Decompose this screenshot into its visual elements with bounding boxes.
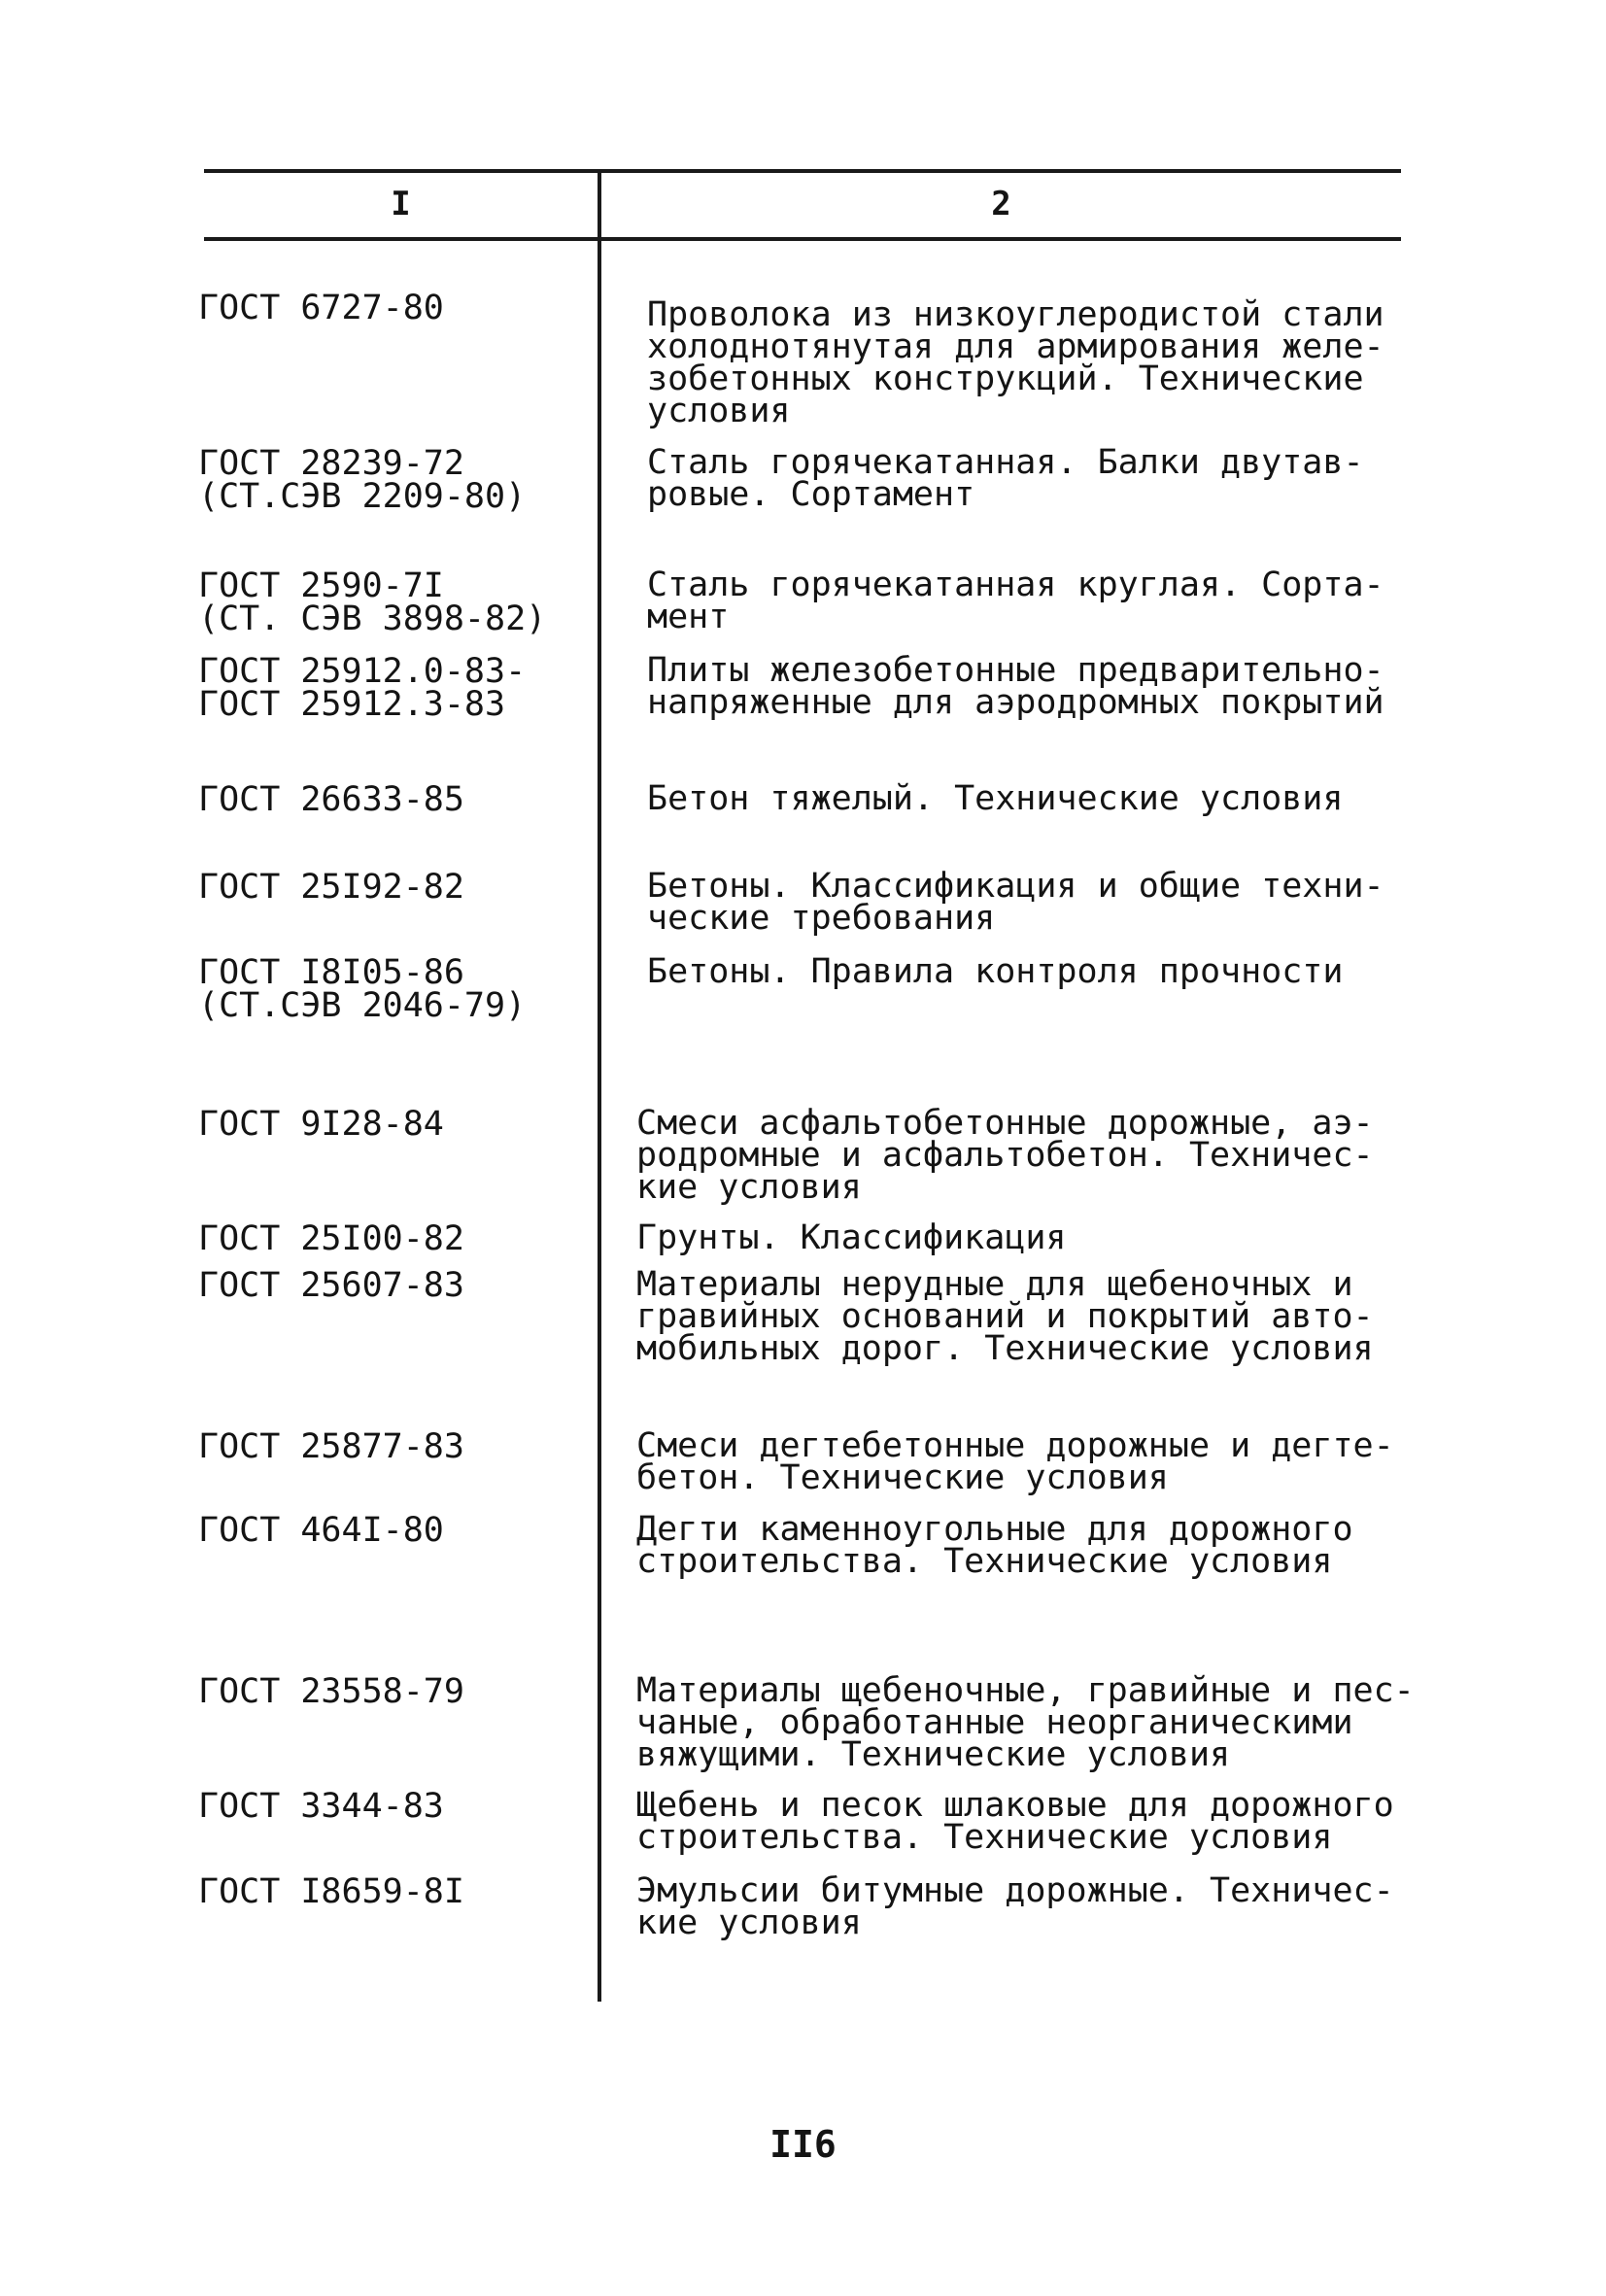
standard-title: Смеси асфальтобетонные дорожные, аэ- родромные и асфальтобетон. Техничес- кие условия xyxy=(636,1104,1374,1207)
standard-title: Грунты. Классификация xyxy=(636,1218,1067,1257)
standard-title: Дегти каменноугольные для дорожного строительства. Технические условия xyxy=(636,1510,1353,1581)
standard-code: ГОСТ I8I05-86 (СТ.СЭВ 2046-79) xyxy=(198,953,527,1025)
standard-code: ГОСТ 28239-72 (СТ.СЭВ 2209-80) xyxy=(198,444,527,516)
standard-title: Сталь горячекатанная круглая. Сорта- мент xyxy=(647,565,1384,636)
standard-code: ГОСТ 6727-80 xyxy=(198,289,444,327)
standard-code: ГОСТ 26633-85 xyxy=(198,780,464,819)
standard-code: ГОСТ 25I92-82 xyxy=(198,868,464,907)
standard-title: Смеси дегтебетонные дорожные и дегте- бетон. Технические условия xyxy=(636,1426,1394,1497)
standard-title: Бетон тяжелый. Технические условия xyxy=(647,779,1344,818)
standard-title: Бетоны. Правила контроля прочности xyxy=(647,952,1344,991)
standard-code: ГОСТ 25877-83 xyxy=(198,1427,464,1466)
standard-code: ГОСТ 3344-83 xyxy=(198,1787,444,1826)
standard-code: ГОСТ I8659-8I xyxy=(198,1872,464,1911)
table-header-rule xyxy=(204,237,1401,241)
standard-title: Сталь горячекатанная. Балки двутав- ровые. Сортамент xyxy=(647,443,1364,514)
column-header-2: 2 xyxy=(991,185,1011,223)
standard-code: ГОСТ 25607-83 xyxy=(198,1266,464,1305)
table-top-rule xyxy=(204,169,1401,173)
standard-title: Бетоны. Классификация и общие техни- ческие требования xyxy=(647,867,1384,938)
column-header-1: I xyxy=(391,185,411,223)
standard-title: Проволока из низкоуглеродистой стали холоднотянутая для армирования желе- зобетонных конструкций. Технические условия xyxy=(647,295,1384,430)
standard-code: ГОСТ 23558-79 xyxy=(198,1672,464,1711)
standard-code: ГОСТ 2590-7I (СТ. СЭВ 3898-82) xyxy=(198,566,547,638)
standard-code: ГОСТ 25912.0-83- ГОСТ 25912.3-83 xyxy=(198,652,527,724)
standard-code: ГОСТ 25I00-82 xyxy=(198,1219,464,1258)
standard-title: Плиты железобетонные предварительно- напряженные для аэродромных покрытий xyxy=(647,651,1384,722)
standard-title: Эмульсии битумные дорожные. Техничес- кие условия xyxy=(636,1871,1394,1942)
page-number: II6 xyxy=(769,2123,837,2166)
standard-title: Щебень и песок шлаковые для дорожного строительства. Технические условия xyxy=(636,1786,1394,1857)
table-column-divider xyxy=(598,169,601,2002)
standard-title: Материалы нерудные для щебеночных и гравийных оснований и покрытий авто- мобильных дорог. Технические условия xyxy=(636,1265,1374,1368)
standard-title: Материалы щебеночные, гравийные и пес- чаные, обработанные неорганическими вяжущими. Технические условия xyxy=(636,1671,1415,1774)
standard-code: ГОСТ 464I-80 xyxy=(198,1511,444,1550)
standard-code: ГОСТ 9I28-84 xyxy=(198,1105,444,1144)
